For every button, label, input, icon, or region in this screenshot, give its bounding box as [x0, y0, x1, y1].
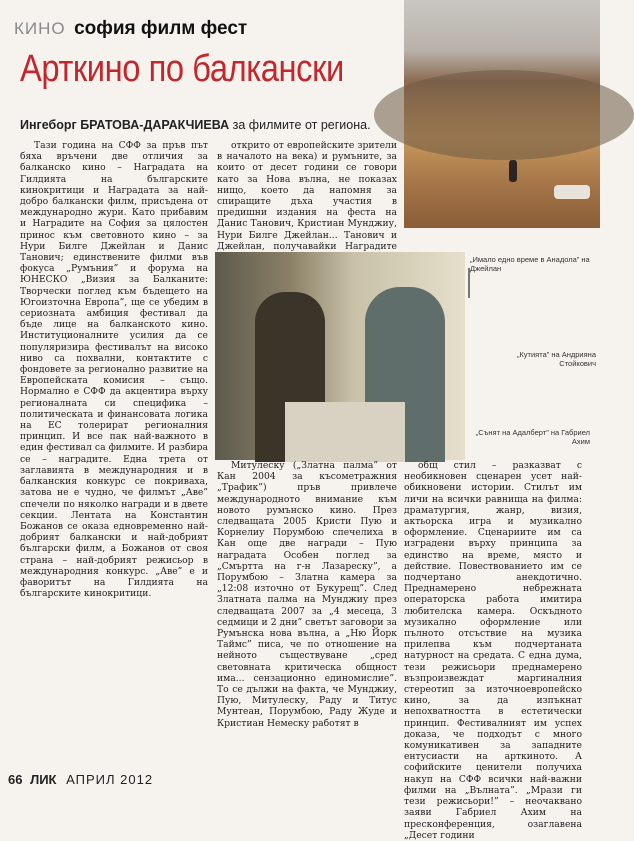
magazine-name: ЛИК — [30, 772, 57, 787]
article-column-2-bottom — [217, 460, 397, 765]
article-column-3 — [404, 460, 582, 841]
car-in-landscape — [554, 185, 590, 199]
caption-mid-right: „Кутията” на Андрияна Стойкович — [516, 350, 596, 368]
figure-in-landscape — [509, 160, 517, 182]
author-name: Ингеборг БРАТОВА-ДАРАКЧИЕВА — [20, 118, 230, 132]
page-number: 66 — [8, 772, 23, 787]
article-column-1 — [20, 140, 208, 765]
film-still-photo — [215, 252, 465, 460]
kicker-section: КИНО — [14, 19, 66, 38]
column-3-text: общ стил – разказват с необикновен сценарен усет най-обикновени истории. Стилът им личи на всички равнища на филма: драматургия, жанр, визия, актьорска игра и музикално оформление. Сценариите им са изградени върху принципа за единство на време, място и действие. Повествованието им се подчертано анекдотично. Преднамерено небрежната операторска работа имитира любителска камера. Оскъдното музикално оформление или пълното отсъствие на музика прилепва към подчертаната натурност на средата. С една дума, тези режисьори преднамерено възпроизвеждат маргиналния стереотип за източноевропейско кино, за да изпъкнат непохватността в естетически принцип. Фестивалният им успех доказа, че подходът с много комуникативен за западните ентусиасти на арткиното. А софийските ценители получиха накуп на СФФ всички най-важни филми на „Вълната”. „Мрази ги тези режисьори!” – неочаквано заяви Габриел Ахим на пресконференция, озаглавена „Десет години — [404, 460, 582, 841]
table-shape — [285, 402, 405, 462]
column-2-bottom-text: Митулеску („Златна палма” от Кан 2004 за късометражния „Трафик”) пръв привлече международното внимание към новото румънско кино. През следващата 2005 Кристи Пую и Корнелиу Порумбою спечелиха в Кан още две награди – Пую наградата Особен поглед за „Смъртта на г-н Лазареску”, а Порумбою – Златна камера за „12:08 източно от Букурещ”. След Златната палма на Мунджиу през следващата 2007 за „4 месеца, 3 седмици и 2 дни” светът заговори за Румънска нова вълна, а „Ню Йорк Таймс” писа, че по отношение на нейното съществуване „сред световната критическа общност има... сензационно единомислие”. То се дължи на факта, че Мунджиу, Пую, Митулеску, Раду и Титус Мунтеан, Порумбою, Раду Жуде и Кристиан Немеску работят в — [217, 460, 397, 729]
caption-top-right: „Имало едно време в Анадола” на Джейлан — [470, 255, 590, 273]
article-headline: Арткино по балкански — [20, 48, 344, 90]
section-kicker — [14, 18, 247, 40]
byline-rest: за филмите от региона. — [232, 118, 371, 132]
column-1-text: Тази година на СФФ за пръв път бяха връчени две отличия за балканско кино – Наградата на Гилдията на българските кинокритици и Наградата за най-добро балкански филм, присъдена от международно жури. Като прибавим и Наградите на София за цялостен принос към световното кино – за Нури Билге Джейлан и Данис Танович; единствените филми във фокуса „Румъния” и форума на ЮНЕСКО „Визия за Балканите: Творчески поглед към бъдещето на Югоизточна Европа”, ще се убедим в сериозната амбиция фестивал да бъде лице на балканското кино. Институционалните усилия да се популяризира фестивалът на високо ниво са похвални, контактите с фондовете за регионално развитие на Европейската комисия – също. Нормално е СФФ да акцентира върху регионалната си специфика – политическата и финансовата логика на ЕС толерират регионалния принцип. И все пак най-важното в един фестивал са филмите. И разбира се – наградите. Една трета от заглавията в международния и в балканския конкурс се покриваха, затова не е чудно, че филмът „Аве” спечели по няколко награди и в двете секции. Лентата на Константин Божанов се оказа едновременно най-добрият балкански и най-добрият български филм, а Божанов от своя страна – най-добрият режисьор в международния конкурс. „Аве” е и фаворитът на Гилдията на българските кинокритици. — [20, 140, 208, 600]
page-footer — [8, 772, 153, 787]
article-column-2-top — [217, 140, 397, 262]
kicker-event: софия филм фест — [74, 18, 248, 39]
column-2-top-text: открито от европейските зрители в началото на века) и румъните, за които от десет години се говори като за Нова вълна, не показах нищо, което да напомня за спиращите дъха участия в предишни издания на феста на Данис Танович, Кристиан Мунджиу, Нури Билге Джейлан... Танович и Джейлан, получавайки Наградите — [217, 140, 397, 252]
byline — [20, 118, 400, 132]
landscape-photo — [404, 0, 600, 228]
caption-divider — [468, 268, 470, 298]
caption-mid-bottom: „Сънят на Адалберт” на Габриел Ахим — [475, 428, 590, 446]
issue-date: АПРИЛ 2012 — [66, 772, 154, 787]
